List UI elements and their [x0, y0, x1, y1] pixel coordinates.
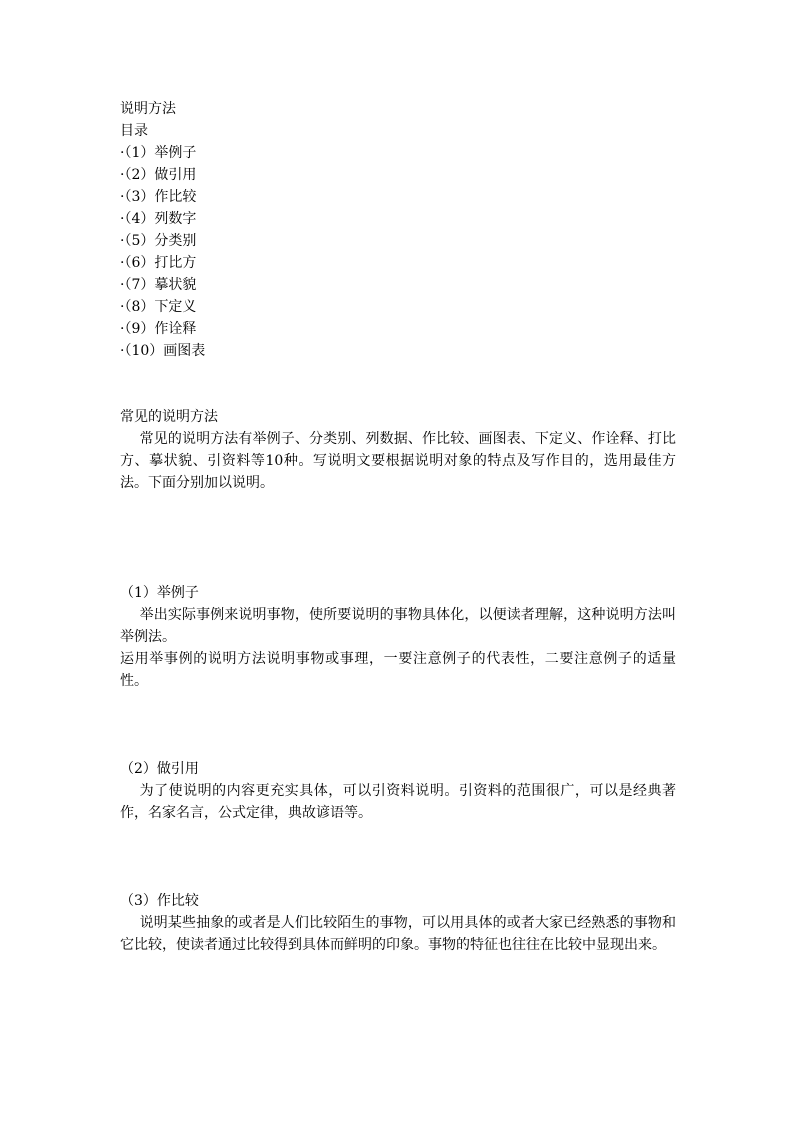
section-common-methods — [120, 406, 676, 494]
toc-item-2[interactable]: ·（2）做引用 — [120, 167, 197, 183]
toc-item-10[interactable]: ·（10）画图表 — [120, 343, 206, 359]
section-paragraph: 为了使说明的内容更充实具体，可以引资料说明。引资料的范围很广，可以是经典著作，名家名言，公式定律，典故谚语等。 — [120, 783, 676, 821]
section-heading: （2）做引用 — [120, 761, 199, 777]
section-examples — [120, 582, 676, 692]
section-heading: （1）举例子 — [120, 585, 199, 601]
section-paragraph: 举出实际事例来说明事物，使所要说明的事物具体化，以便读者理解，这种说明方法叫举例法。 — [120, 607, 676, 645]
document-content — [120, 98, 676, 956]
spacer — [120, 362, 676, 406]
toc-item-1[interactable]: ·（1）举例子 — [120, 145, 197, 161]
spacer — [120, 494, 676, 582]
section-comparison — [120, 890, 676, 956]
toc-item-9[interactable]: ·（9）作诠释 — [120, 321, 197, 337]
toc-item-3[interactable]: ·（3）作比较 — [120, 189, 197, 205]
toc-item-7[interactable]: ·（7）摹状貌 — [120, 277, 197, 293]
section-paragraph: 运用举事例的说明方法说明事物或事理，一要注意例子的代表性，二要注意例子的适量性。 — [120, 651, 676, 689]
toc-item-5[interactable]: ·（5）分类别 — [120, 233, 197, 249]
table-of-contents — [120, 142, 676, 362]
toc-item-4[interactable]: ·（4）列数字 — [120, 211, 197, 227]
section-paragraph: 说明某些抽象的或者是人们比较陌生的事物，可以用具体的或者大家已经熟悉的事物和它比较，使读者通过比较得到具体而鲜明的印象。事物的特征也往往在比较中显现出来。 — [120, 915, 676, 953]
toc-label: 目录 — [120, 123, 148, 139]
section-heading: （3）作比较 — [120, 893, 199, 909]
toc-item-8[interactable]: ·（8）下定义 — [120, 299, 197, 315]
section-heading: 常见的说明方法 — [120, 409, 218, 425]
document-title: 说明方法 — [120, 101, 176, 117]
spacer — [120, 824, 676, 890]
section-paragraph: 常见的说明方法有举例子、分类别、列数据、作比较、画图表、下定义、作诠释、打比方、摹状貌、引资料等10种。写说明文要根据说明对象的特点及写作目的，选用最佳方法。下面分别加以说明。 — [120, 431, 676, 491]
section-citation — [120, 758, 676, 824]
spacer — [120, 692, 676, 758]
toc-item-6[interactable]: ·（6）打比方 — [120, 255, 197, 271]
